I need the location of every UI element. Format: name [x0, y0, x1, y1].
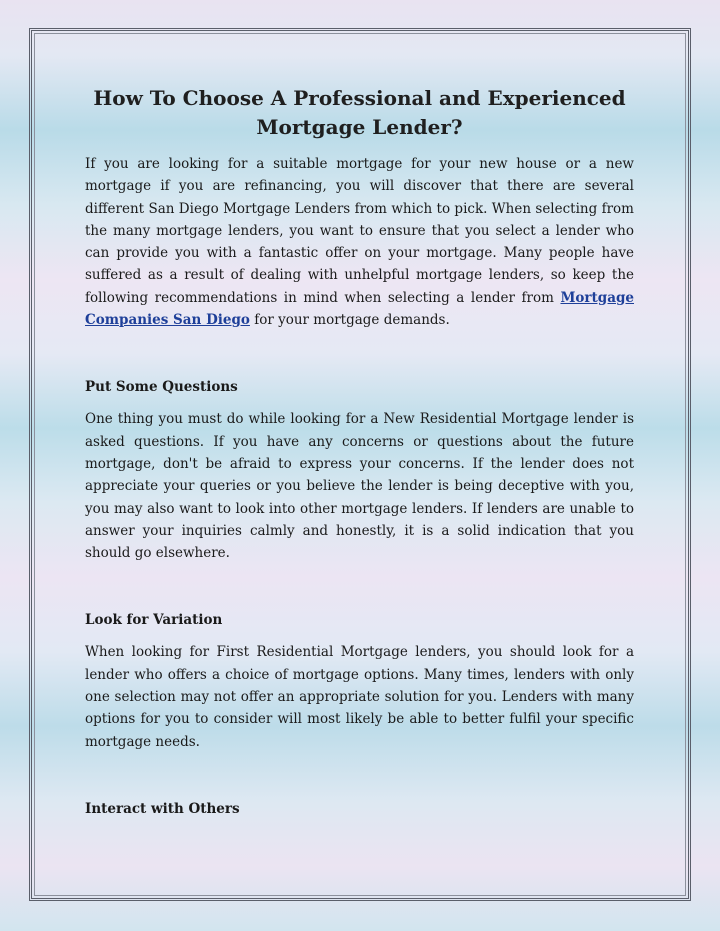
- section-body-variation: When looking for First Residential Mortgage lenders, you should look for a lender who offers a choice of mortgage options. Many times, lenders with only one selection may not offer an appropriate solution for you. Lenders with many options for you to consider will most likely be able to better fulfil your specific mortgage needs.: [85, 644, 634, 750]
- intro-text: If you are looking for a suitable mortgage for your new house or a new mortgage if you are refinancing, you will discover that there are several different San Diego Mortgage Lenders from which to pick. When selecting from the many mortgage lenders, you want to ensure that you select a lender who can provide you with a fantastic offer on your mortgage. Many people have suffered as a result of dealing with unhelpful mortgage lenders, so keep the following recommendations in mind when selecting a lender from: [85, 156, 634, 306]
- section-body-questions: One thing you must do while looking for a New Residential Mortgage lender is asked questions. If you have any concerns or questions about the future mortgage, don't be afraid to express your concerns. If the lender does not appreciate your queries or you believe the lender is being deceptive with you, you may also want to look into other mortgage lenders. If lenders are unable to answer your inquiries calmly and honestly, it is a solid indication that you should go elsewhere.: [85, 411, 634, 562]
- section-heading-interact: Interact with Others: [85, 800, 240, 817]
- section-heading-variation: Look for Variation: [85, 612, 223, 629]
- mortgage-companies-link[interactable]: Mortgage Companies San Diego: [85, 289, 634, 329]
- section-heading-questions: Put Some Questions: [85, 379, 238, 396]
- document-body: [85, 84, 634, 820]
- intro-text-end: for your mortgage demands.: [249, 312, 450, 329]
- intro-paragraph: [85, 153, 634, 331]
- page-title: How To Choose A Professional and Experienced Mortgage Lender?: [93, 86, 626, 139]
